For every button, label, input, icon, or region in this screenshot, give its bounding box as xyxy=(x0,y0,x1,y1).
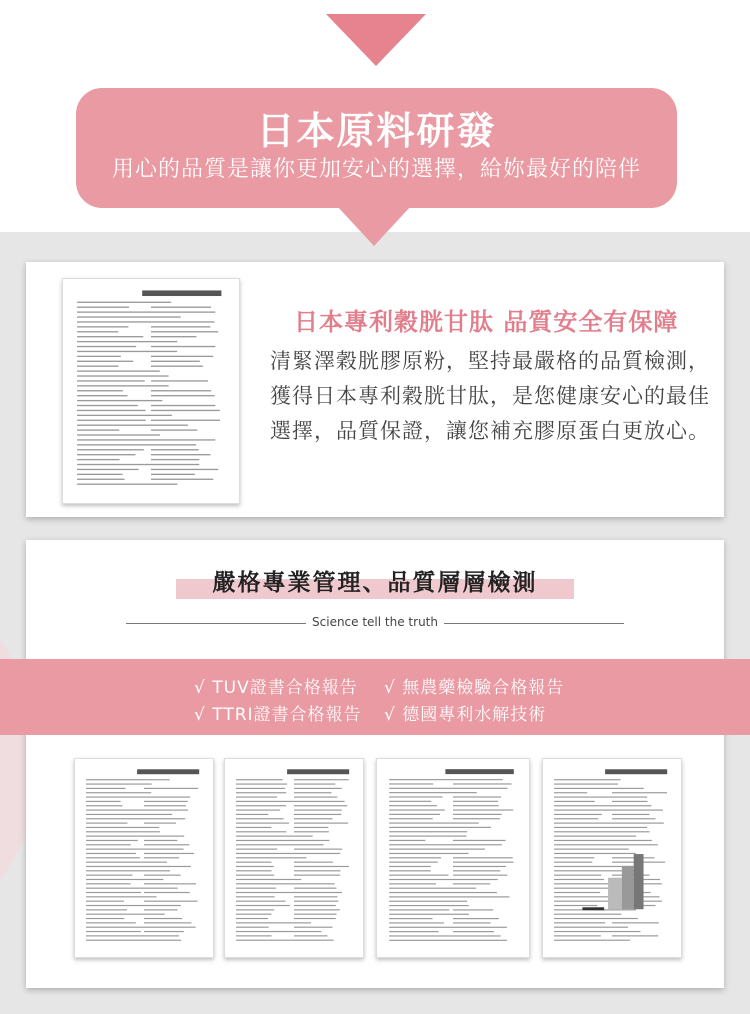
patent-card xyxy=(26,262,724,517)
document-illustration xyxy=(225,759,363,957)
document-illustration xyxy=(543,759,681,957)
check-item-tuv: √ TUV證書合格報告 xyxy=(194,678,358,698)
header-subtitle: 用心的品質是讓你更加安心的選擇，給妳最好的陪伴 xyxy=(111,157,641,182)
down-arrow-icon xyxy=(326,14,426,66)
document-illustration xyxy=(377,759,529,957)
patent-title: 日本專利穀胱甘肽 品質安全有保障 xyxy=(294,308,679,336)
quality-title: 嚴格專業管理、品質層層檢測 xyxy=(212,570,538,596)
tagline: Science tell the truth xyxy=(312,615,438,629)
patent-description: 清緊澤穀胱膠原粉，堅持最嚴格的品質檢測，獲得日本專利穀胱甘肽，是您健康安心的最佳選擇，品質保證，讓您補充膠原蛋白更放心。 xyxy=(270,349,710,443)
document-illustration xyxy=(75,759,213,957)
german-patent-image xyxy=(542,758,682,958)
ttri-report-image xyxy=(224,758,364,958)
patent-document-image xyxy=(62,278,240,504)
bubble-tail xyxy=(337,206,411,246)
check-item-ttri: √ TTRI證書合格報告 xyxy=(194,705,362,725)
divider-left xyxy=(126,623,306,624)
quality-card xyxy=(26,540,724,988)
tuv-report-image xyxy=(74,758,214,958)
divider-right xyxy=(444,623,624,624)
header-title: 日本原料研發 xyxy=(256,109,497,153)
check-item-hydrolysis: √ 德國專利水解技術 xyxy=(384,705,547,725)
patent-document-image xyxy=(376,758,530,958)
check-item-pesticide: √ 無農藥檢驗合格報告 xyxy=(384,678,565,698)
checklist-band xyxy=(0,659,750,735)
header-bubble xyxy=(76,88,677,208)
document-illustration xyxy=(63,279,239,503)
